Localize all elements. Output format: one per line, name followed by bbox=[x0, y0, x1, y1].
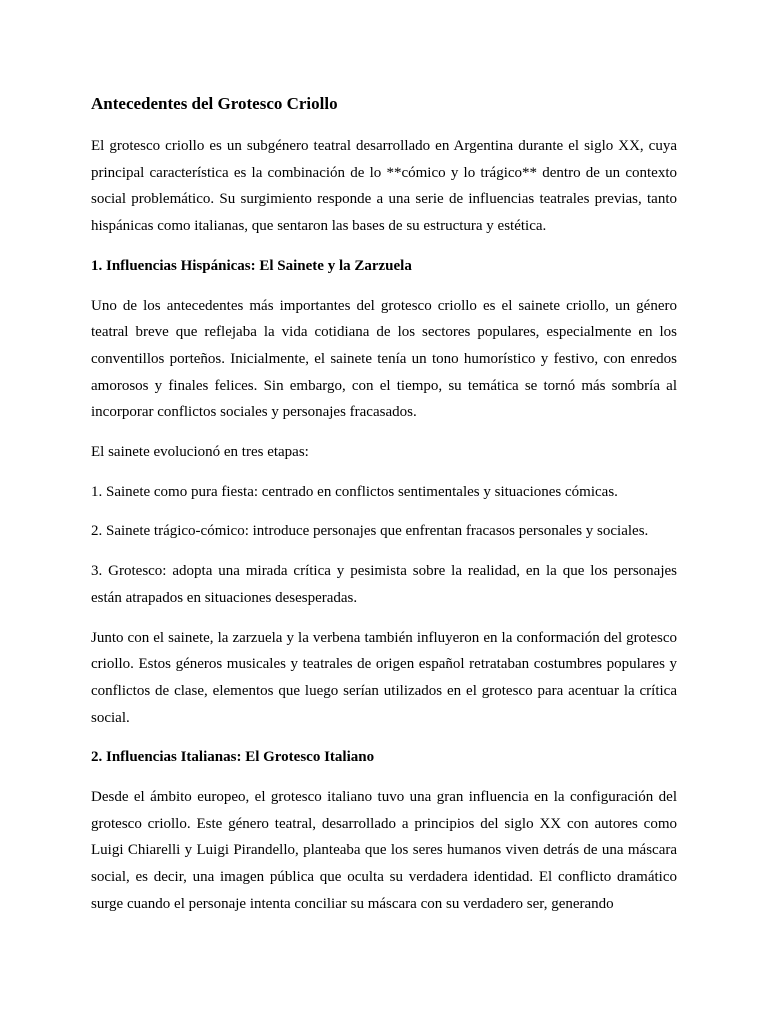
zarzuela-paragraph: Junto con el sainete, la zarzuela y la verbena también influyeron en la conformación del grotesco criollo. Estos géneros musicales y teatrales de origen español retrataban costumbres populares y conflictos de clase, elementos que luego serían utilizados en el grotesco para acentuar la crítica social. bbox=[91, 629, 677, 726]
stage-item: 2. Sainete trágico-cómico: introduce personajes que enfrentan fracasos personales y sociales. bbox=[91, 523, 649, 540]
stage-item: 3. Grotesco: adopta una mirada crítica y pesimista sobre la realidad, en la que los personajes están atrapados en situaciones desesperadas. bbox=[91, 563, 677, 606]
document-page bbox=[91, 93, 677, 931]
stage-item: 1. Sainete como pura fiesta: centrado en conflictos sentimentales y situaciones cómicas. bbox=[91, 483, 618, 500]
section-heading-hispanic: 1. Influencias Hispánicas: El Sainete y la Zarzuela bbox=[91, 257, 412, 274]
intro-paragraph: El grotesco criollo es un subgénero teatral desarrollado en Argentina durante el siglo XX, cuya principal característica es la combinación de lo **cómico y lo trágico** dentro de un contexto social problemático. Su surgimiento responde a una serie de influencias teatrales previas, tanto hispánicas como italianas, que sentaron las bases de su estructura y estética. bbox=[91, 138, 677, 235]
italian-grotesque-paragraph: Desde el ámbito europeo, el grotesco italiano tuvo una gran influencia en la configuración del grotesco criollo. Este género teatral, desarrollado a principios del siglo XX con autores como Luigi Chiarelli y Luigi Pirandello, planteaba que los seres humanos viven detrás de una máscara social, es decir, una imagen pública que oculta su verdadera identidad. El conflicto dramático surge cuando el personaje intenta conciliar su máscara con su verdadero ser, generando bbox=[91, 789, 677, 912]
stages-intro-paragraph: El sainete evolucionó en tres etapas: bbox=[91, 444, 309, 461]
section-heading-italian: 2. Influencias Italianas: El Grotesco Italiano bbox=[91, 749, 375, 766]
sainete-paragraph: Uno de los antecedentes más importantes del grotesco criollo es el sainete criollo, un género teatral breve que reflejaba la vida cotidiana de los sectores populares, especialmente en los conventillos porteños. Inicialmente, el sainete tenía un tono humorístico y festivo, con enredos amorosos y finales felices. Sin embargo, con el tiempo, su temática se tornó más sombría al incorporar conflictos sociales y personajes fracasados. bbox=[91, 297, 677, 421]
document-title: Antecedentes del Grotesco Criollo bbox=[91, 94, 338, 113]
